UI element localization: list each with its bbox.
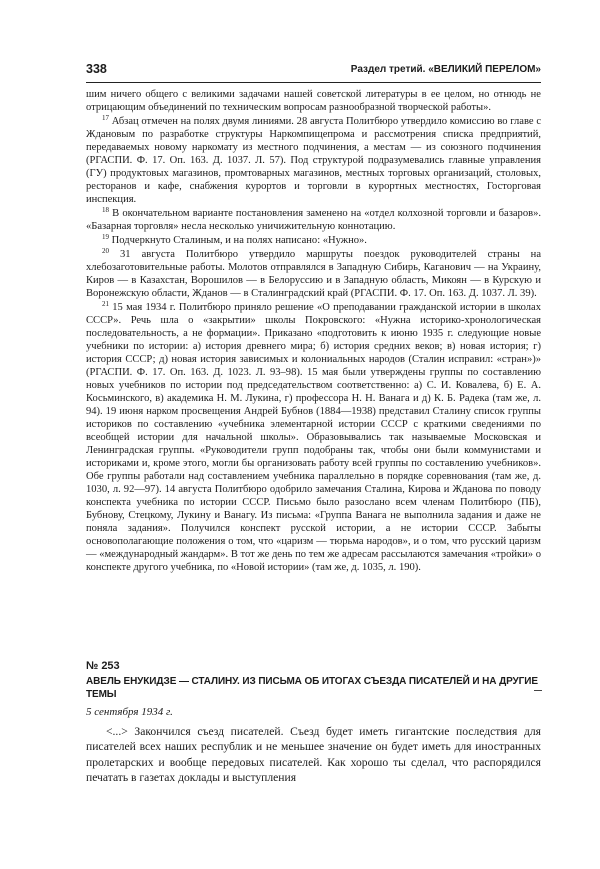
footnote-19 (86, 234, 541, 247)
footnote-18 (86, 207, 541, 233)
page-header (86, 62, 541, 83)
footnote-marker: 20 (102, 247, 109, 255)
page-number: 338 (86, 62, 107, 76)
footnote-text: шим ничего общего с великими задачами нашей советской литературы в ее целом, но отнюдь не отрицающим объединений по техническим вопросам разнообразной творческой работы». (86, 89, 541, 113)
document-body (86, 724, 541, 785)
running-title: Раздел третий. «ВЕЛИКИЙ ПЕРЕЛОМ» (350, 64, 541, 75)
document-number: № 253 (86, 660, 120, 672)
footnote-text: 31 августа Политбюро утвердило маршруты поездок руководителей страны на хлебозаготовительные работы. Молотов отправлялся в Западную Сибирь, Каганович — на Украину, Киров — в Казахстан, Ворошилов — в Белоруссию и в Западную область, Микоян — в Курскую и Воронежскую области, Жданов — в Сталинградский край (РГАСПИ. Ф. 17. Оп. 163. Д. 1037. Л. 39). (86, 249, 541, 299)
footnote-text: 15 мая 1934 г. Политбюро приняло решение «О преподавании гражданской истории в школах СССР». Речь шла о «закрытии» школы Покровского: «Нужна историко-хронологическая последовательность, а не формации». Приказано «подготовить к июню 1935 г. следующие новые учебники по истории: а) история древнего мира; б) история средних веков; в) новая история; г) история СССР; д) новая история зависимых и колониальных народов (Сталин исправил: «стран»)» (РГАСПИ. Ф. 17. Оп. 163. Д. 1023. Л. 93–98). 15 мая были утверждены группы по составлению новых учебников по истории под председательством соответственно: а) С. И. Ковалева, б) Е. А. Косьминского, в) академика Н. М. Лукина, г) профессора Н. Н. Ванага и д) К. Б. Радека (там же, л. 94). 19 июня нарком просвещения Андрей Бубнов (1884—1938) представил Сталину список группы историков по составлению «учебника элементарной истории СССР с краткими сведениями по всеобщей истории для начальной школы». Образовывались так называемые Московская и Ленинградская группы. «Руководители групп подобраны так, чтобы они были коммунистами и историками и, кроме этого, могли бы организовать работу всей группы по составлению учебников». Обе группы работали над составлением учебника параллельно в порядке соревнования (там же, д. 1030, л. 92—97). 14 августа Политбюро одобрило замечания Сталина, Кирова и Жданова по поводу конспекта учебника по истории СССР. Письмо было разослано всем членам Политбюро (ПБ), Бубнову, Стецкому, Лукину и Ванагу. Из письма: «Группа Ванага не выполнила задания и даже не поняла задания». Получился конспект русской истории, а не истории СССР. Забыты основополагающие положения о том, что «царизм — тюрьма народов», и о том, что русский царизм — «международный жандарм». В тот же день по тем же адресам рассылаются замечания «тройки» о конспекте другого учебника, по «Новой истории» (там же, д. 1035, л. 190). (86, 302, 542, 573)
footnote-text: Абзац отмечен на полях двумя линиями. 28 августа Политбюро утвердило комиссию во главе с Ждановым по разработке структуры Наркомпищепрома и рассмотрения списка предприятий, передаваемых новому наркомату из местного подчинения, а местам — из союзного подчинения (РГАСПИ. Ф. 17. Оп. 163. Д. 1037. Л. 57). Под структурой подразумевались главные управления (ГУ) продуктовых магазинов, промтоварных магазинов, местных торговых организаций, столовых, ресторанов и кафе, снабжения курортов и торговли в курортных местностях, Госторговая инспекция. (86, 116, 541, 205)
margin-mark (534, 690, 542, 691)
footnote-marker: 19 (102, 233, 109, 241)
document-title: АВЕЛЬ ЕНУКИДЗЕ — СТАЛИНУ. ИЗ ПИСЬМА ОБ ИТОГАХ СЪЕЗДА ПИСАТЕЛЕЙ И НА ДРУГИЕ ТЕМЫ (86, 676, 538, 700)
footnote-text: В окончательном варианте постановления заменено на «отдел колхозной торговли и базаров». «Базарная торговля» несла несколько уничижительную коннотацию. (86, 208, 541, 232)
footnote-21 (86, 301, 541, 574)
footnote-17 (86, 115, 541, 206)
footnote-marker: 17 (102, 114, 109, 122)
footnote-20 (86, 248, 541, 300)
footnote-marker: 21 (102, 300, 109, 308)
document-date: 5 сентября 1934 г. (86, 706, 173, 718)
footnote-text: Подчеркнуто Сталиным, и на полях написано: «Нужно». (111, 235, 367, 246)
body-paragraph: <...> Закончился съезд писателей. Съезд будет иметь гигантские последствия для писателей всех наших республик и не меньшее значение он будет иметь для иностранных пролетарских и вообще передовых писателей. Как хорошо ты сделал, что распорядился печатать в газетах доклады и выступления (86, 725, 541, 784)
footnote-continuation (86, 88, 541, 114)
footnote-marker: 18 (102, 206, 109, 214)
footnotes-block (86, 88, 541, 574)
